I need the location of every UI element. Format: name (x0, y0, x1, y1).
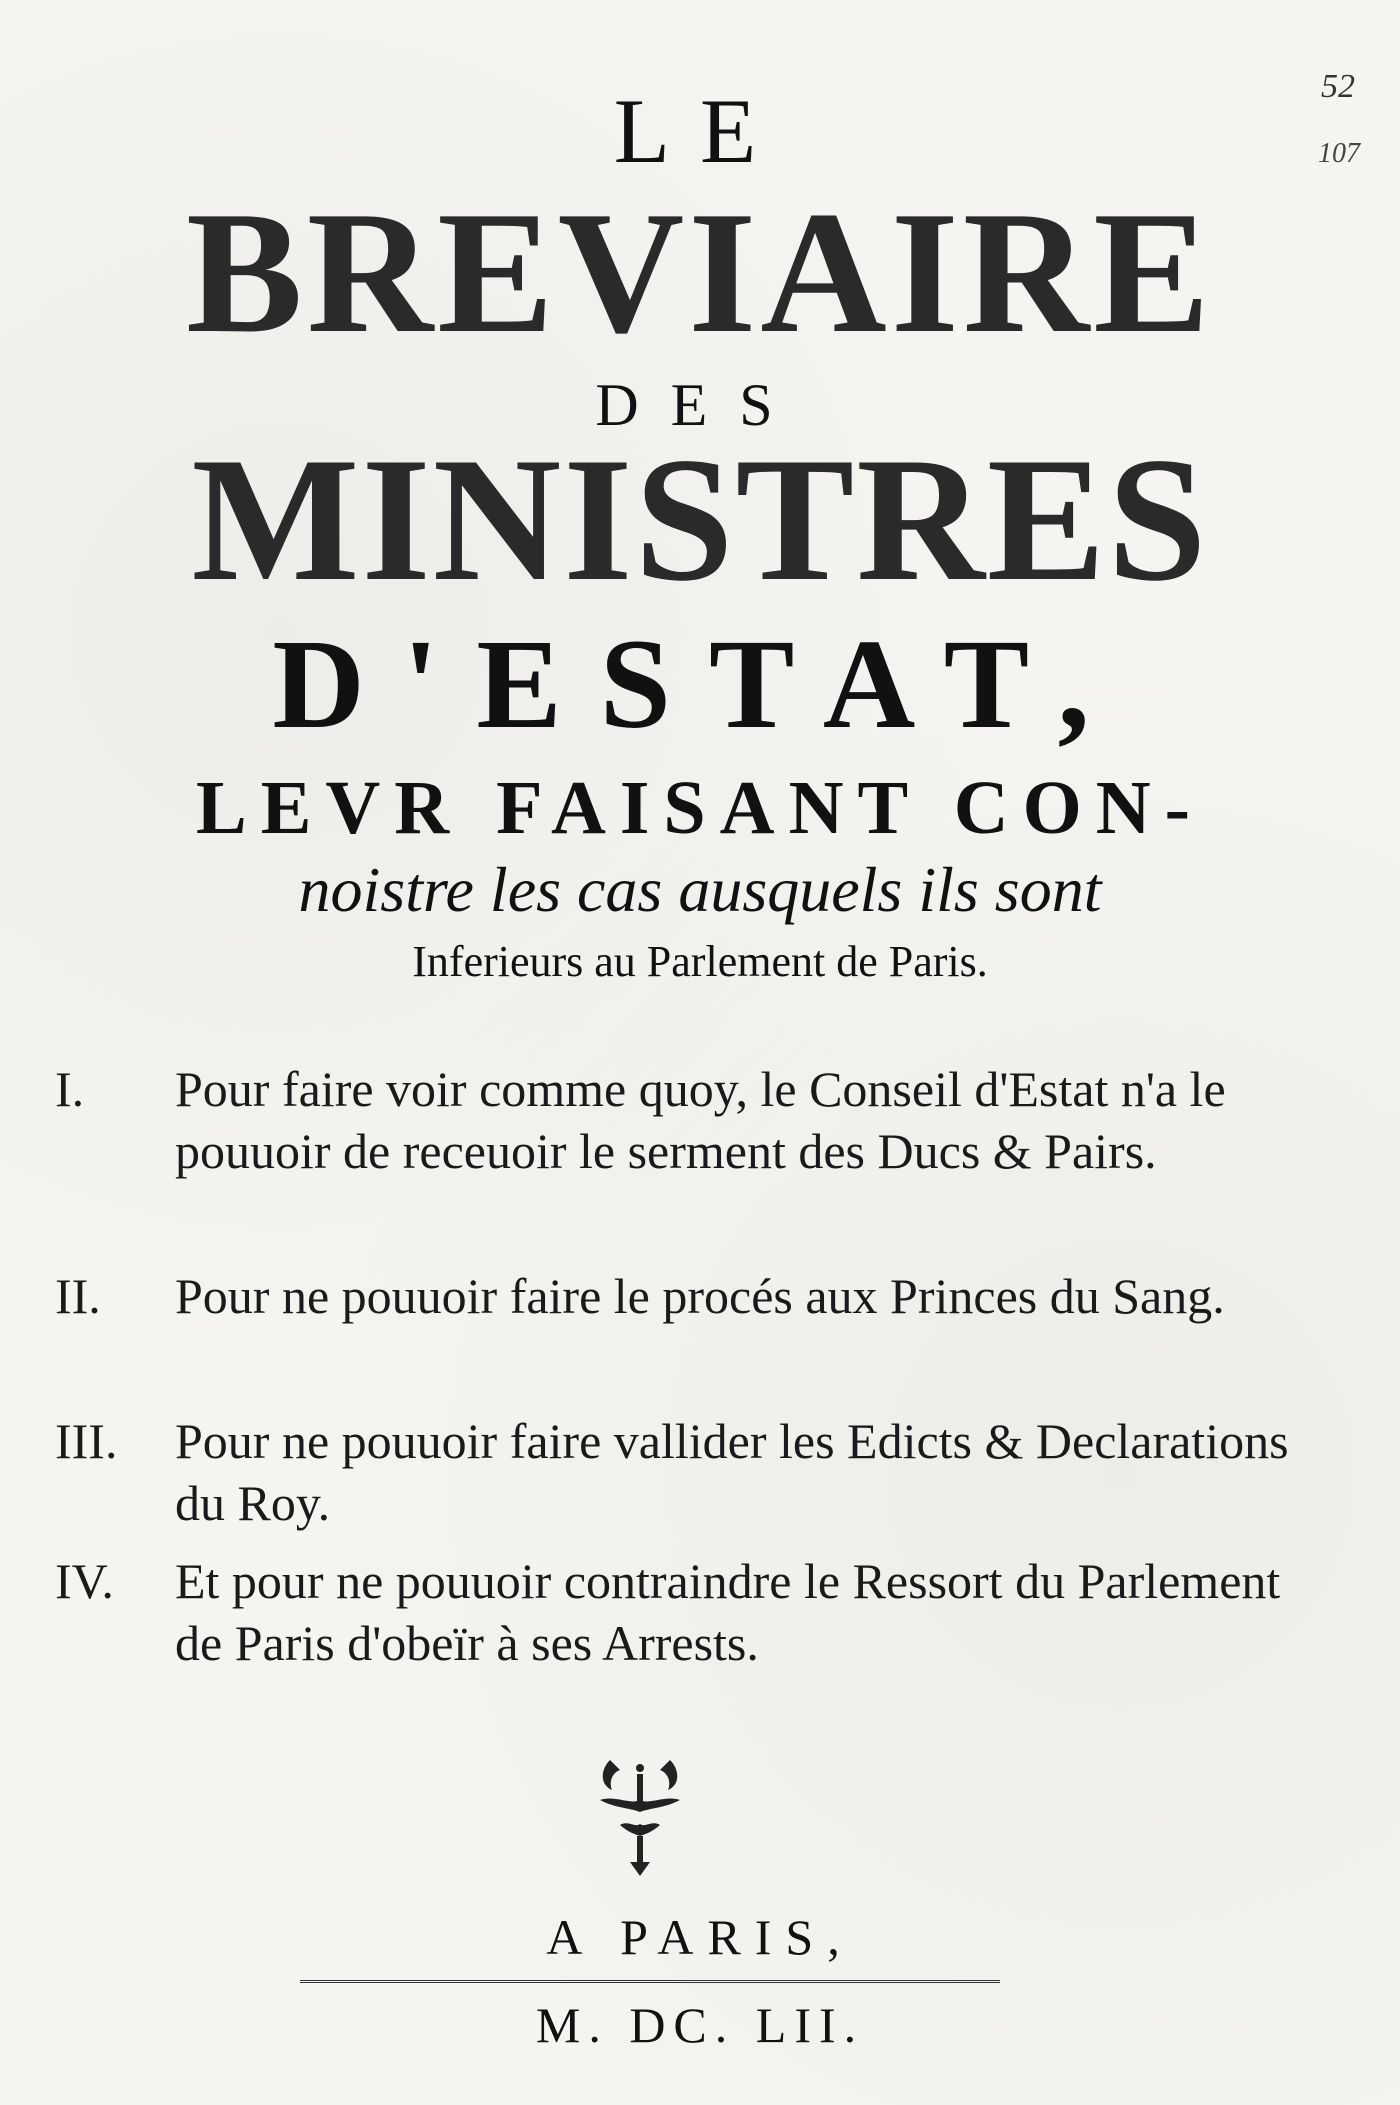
subtitle-line-3: Inferieurs au Parlement de Paris. (412, 937, 988, 986)
article-text: Et pour ne pouuoir contraindre le Ressort du Parlement de Paris d'obeïr à ses Arrests. (175, 1553, 1281, 1671)
folio-note: 107 (1318, 138, 1360, 169)
fleuron-ornament-icon (580, 1750, 700, 1880)
imprint-date: M. DC. LII. (535, 1997, 865, 2053)
article-text: Pour faire voir comme quoy, le Conseil d'Estat n'a le pouuoir de receuoir le serment des Ducs & Pairs. (175, 1061, 1226, 1179)
title-breviaire: BREVIAIRE (186, 175, 1214, 369)
title-le: LE (613, 80, 787, 182)
article-text: Pour ne pouuoir faire le procés aux Princes du Sang. (175, 1268, 1225, 1324)
imprint-rule (300, 1980, 1000, 1983)
article-number: II. (55, 1268, 101, 1324)
article-number: IV. (55, 1553, 114, 1609)
article-number: I. (55, 1061, 85, 1117)
article-number: III. (55, 1413, 118, 1469)
title-ministres: MINISTRES (191, 420, 1209, 618)
title-destat: D'ESTAT, (272, 613, 1128, 755)
subtitle-line-2: noistre les cas ausquels ils sont (298, 854, 1102, 925)
title-des: DES (595, 372, 805, 438)
page-number-note: 52 (1321, 68, 1355, 105)
article-text: Pour ne pouuoir faire vallider les Edicts & Declarations du Roy. (175, 1413, 1289, 1531)
imprint-place: A PARIS, (546, 1909, 854, 1965)
subtitle-line-1: LEVR FAISANT CON- (196, 766, 1204, 850)
